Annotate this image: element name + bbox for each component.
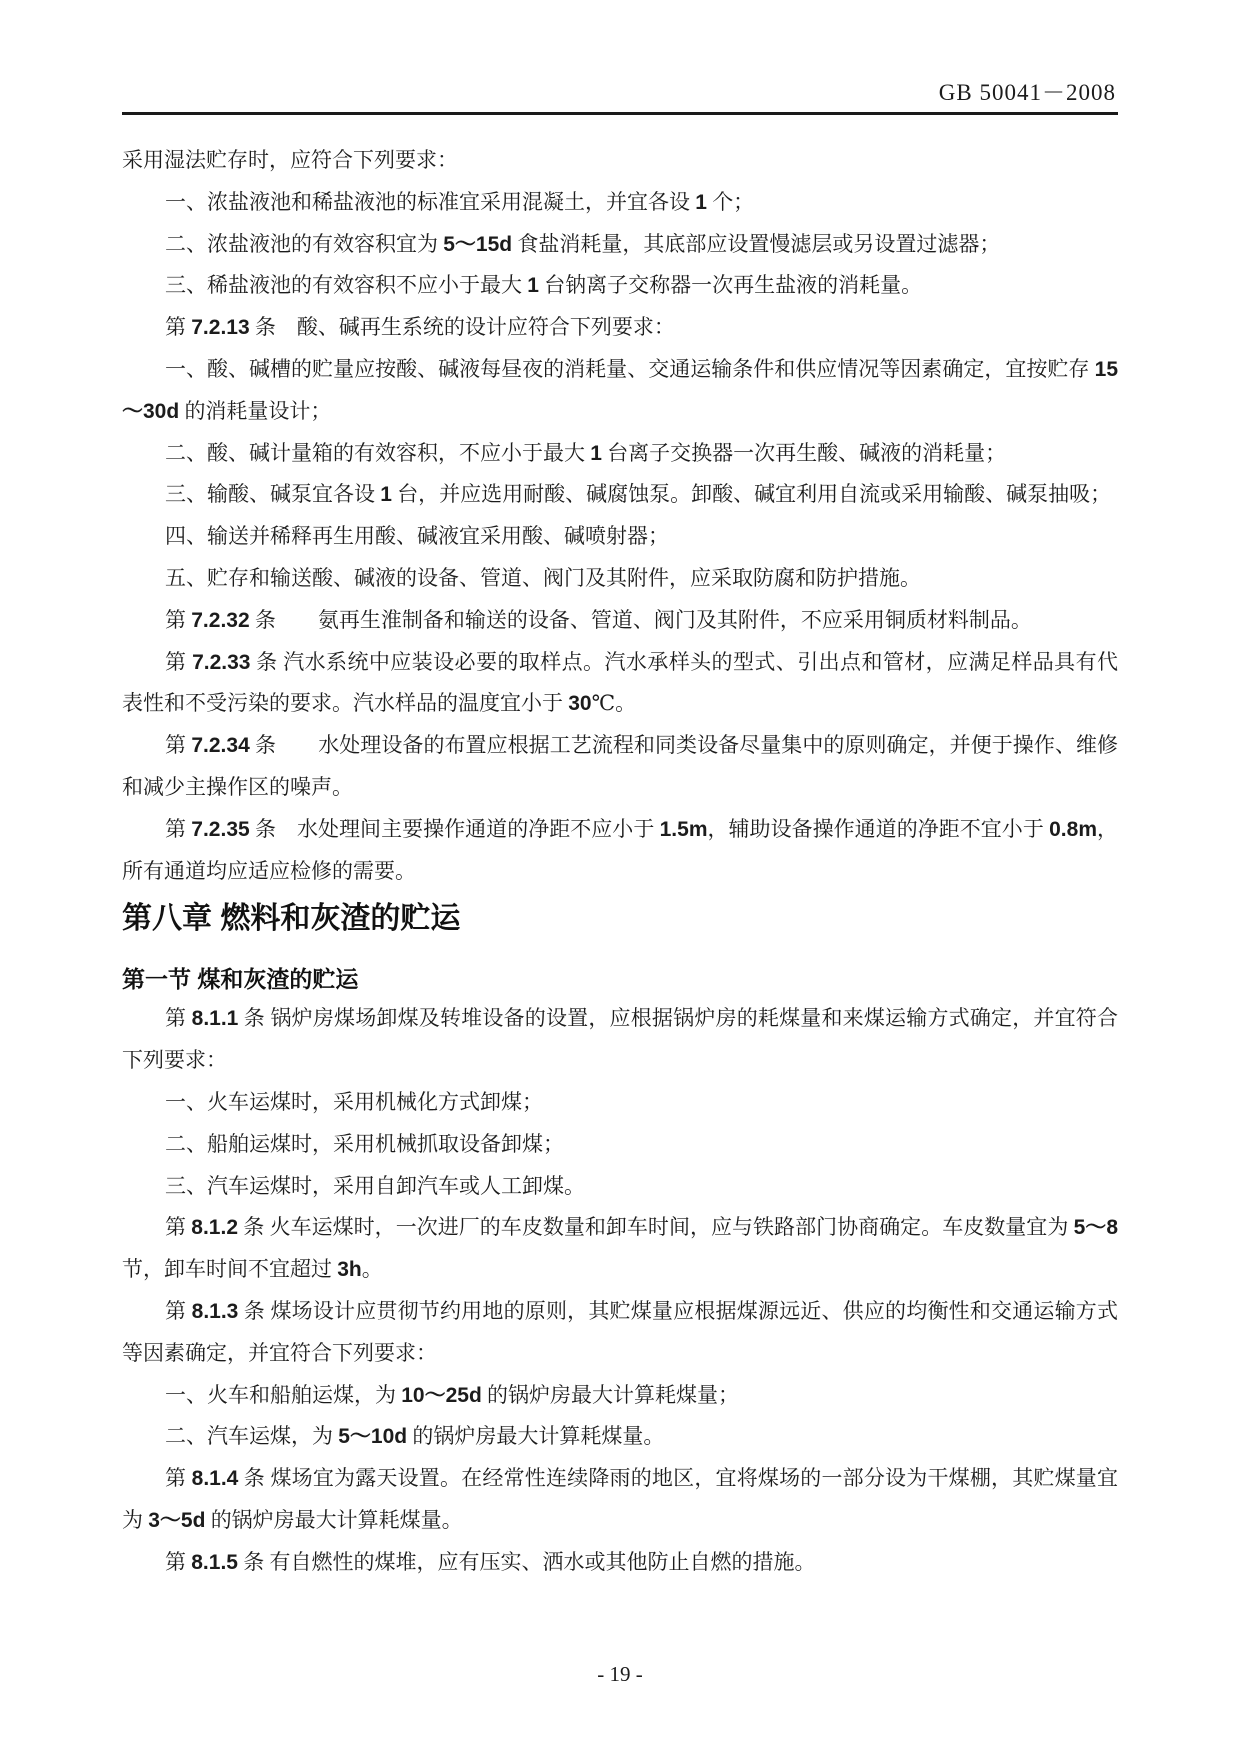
body-text: 条 煤场宜为露天设置。在经常性连续降雨的地区，宜将煤场的一部分设为干煤棚，其贮煤量宜为	[122, 1466, 1118, 1532]
body-text: 台钠离子交称器一次再生盐液的消耗量。	[538, 273, 923, 298]
numeric-text: 1	[527, 274, 539, 298]
paragraph	[122, 433, 1118, 475]
numeric-text: 8.1.4	[191, 1467, 239, 1491]
body-text: ，辅助设备操作通道的净距不宜小于	[707, 816, 1050, 841]
paragraph	[122, 558, 1118, 600]
paragraph	[122, 1542, 1118, 1584]
paragraph	[122, 516, 1118, 558]
body-text: 第	[165, 1298, 192, 1323]
page-number: - 19 -	[597, 1662, 643, 1686]
paragraph	[122, 1458, 1118, 1542]
body-text: 三、稀盐液池的有效容积不应小于最大	[165, 273, 528, 298]
body-text: 第	[165, 649, 193, 674]
paragraph	[122, 265, 1118, 307]
numeric-text: 7.2.35	[191, 817, 250, 841]
numeric-text: 1	[380, 483, 392, 507]
body-text: 四、输送并稀释再生用酸、碱液宜采用酸、碱喷射器；	[165, 524, 669, 549]
body-text: 的锅炉房最大计算耗煤量。	[205, 1507, 463, 1532]
numeric-text: 7.2.13	[191, 316, 250, 340]
numeric-text: 7.2.32	[191, 608, 250, 632]
body-text: 一、酸、碱槽的贮量应按酸、碱液每昼夜的消耗量、交通运输条件和供应情况等因素确定，宜按贮存	[165, 356, 1095, 381]
body-text: 第	[165, 733, 192, 758]
body-text: 二、船舶运煤时，采用机械抓取设备卸煤；	[165, 1131, 564, 1156]
body-text: 第	[165, 1215, 192, 1240]
body-text: 条 煤场设计应贯彻节约用地的原则，其贮煤量应根据煤源远近、供应的均衡性和交通运输方式等因素确定，并宜符合下列要求：	[122, 1298, 1118, 1365]
paragraph	[122, 1375, 1118, 1417]
paragraph	[122, 998, 1118, 1082]
body-text: 五、贮存和输送酸、碱液的设备、管道、阀门及其附件，应采取防腐和防护措施。	[165, 565, 921, 590]
header-rule	[122, 112, 1118, 115]
numeric-text: 8.1.2	[191, 1216, 239, 1240]
body-text: 条 锅炉房煤场卸煤及转堆设备的设置，应根据锅炉房的耗煤量和来煤运输方式确定，并宜符合下列要求：	[122, 1006, 1118, 1073]
body-text: 第	[165, 1549, 192, 1574]
body-text: 三、汽车运煤时，采用自卸汽车或人工卸煤。	[165, 1173, 585, 1198]
paragraph	[122, 474, 1118, 516]
paragraph	[122, 140, 1118, 182]
paragraph	[122, 642, 1118, 726]
numeric-text: 3～5d	[148, 1508, 206, 1532]
paragraph	[122, 182, 1118, 224]
numeric-text: 8.1.3	[191, 1299, 239, 1323]
body-text: ℃。	[591, 691, 637, 716]
paragraph	[122, 600, 1118, 642]
body-text: 台离子交换器一次再生酸、碱液的消耗量；	[601, 440, 1007, 465]
body-text: 的锅炉房最大计算耗煤量。	[407, 1424, 665, 1449]
numeric-text: 5～15d	[443, 232, 513, 256]
body-text: 条 汽水系统中应装设必要的取样点。汽水承样头的型式、引出点和管材，应满足样品具有代表性和不受污染的要求。汽水样品的温度宜小于	[122, 649, 1119, 716]
body-text: ，所有通道均应适应检修的需要。	[122, 816, 1119, 883]
paragraph	[122, 307, 1118, 349]
numeric-text: 7.2.33	[192, 650, 251, 674]
paragraph	[122, 809, 1118, 893]
numeric-text: 3h	[337, 1258, 362, 1282]
body-text: 三、输酸、碱泵宜各设	[165, 482, 381, 507]
body-text: 第	[165, 607, 192, 632]
body-text: 条 酸、碱再生系统的设计应符合下列要求：	[249, 315, 675, 340]
numeric-text: 0.8m	[1049, 817, 1097, 841]
numeric-text: 1.5m	[659, 817, 708, 841]
numeric-text: 1	[590, 441, 602, 465]
numeric-text: 15～30d	[122, 357, 1118, 423]
section-heading: 第一节 煤和灰渣的贮运	[122, 966, 359, 993]
body-text: 条 有自燃性的煤堆，应有压实、洒水或其他防止自燃的措施。	[237, 1549, 816, 1574]
paragraph	[122, 1124, 1118, 1166]
body-text: 台，并应选用耐酸、碱腐蚀泵。卸酸、碱宜利用自流或采用输酸、碱泵抽吸；	[391, 482, 1112, 507]
body-text: 条 水处理间主要操作通道的净距不应小于	[249, 816, 660, 841]
body-text: 的消耗量设计；	[179, 398, 332, 423]
body-text: 一、火车和船舶运煤，为	[165, 1382, 402, 1407]
body-text: 条 氨再生淮制备和输送的设备、管道、阀门及其附件，不应采用铜质材料制品。	[249, 607, 1032, 632]
chapter-heading: 第八章 燃料和灰渣的贮运	[122, 902, 461, 936]
paragraph	[122, 1291, 1118, 1375]
body-text: 一、火车运煤时，采用机械化方式卸煤；	[165, 1089, 543, 1114]
body-text: 采用湿法贮存时，应符合下列要求：	[122, 148, 458, 172]
numeric-text: 10～25d	[401, 1383, 482, 1407]
body-text: 第	[165, 1466, 192, 1491]
body-text: 食盐消耗量，其底部应设置慢滤层或另设置过滤器；	[512, 231, 1001, 256]
body-text: 的锅炉房最大计算耗煤量；	[481, 1382, 740, 1407]
body-text: 第	[165, 816, 192, 841]
body-text: 条 水处理设备的布置应根据工艺流程和同类设备尽量集中的原则确定，并便于操作、维修和减少主操作区的噪声。	[122, 733, 1119, 799]
body-text: 。	[361, 1257, 383, 1282]
body-text: 条 火车运煤时，一次进厂的车皮数量和卸车时间，应与铁路部门协商确定。车皮数量宜为	[238, 1215, 1074, 1240]
body-text: 第	[165, 1006, 192, 1031]
numeric-text: 8.1.5	[191, 1550, 238, 1574]
paragraph	[122, 224, 1118, 266]
header-doc-code: GB 50041－2008	[938, 80, 1116, 105]
paragraph	[122, 349, 1118, 433]
paragraph	[122, 1416, 1118, 1458]
body-text: 节，卸车时间不宜超过	[122, 1257, 338, 1282]
numeric-text: 7.2.34	[191, 734, 250, 758]
body-text: 一、浓盐液池和稀盐液池的标准宜采用混凝土，并宜各设	[165, 189, 696, 214]
numeric-text: 1	[695, 190, 707, 214]
numeric-text: 8.1.1	[191, 1007, 239, 1031]
numeric-text: 5～10d	[338, 1425, 408, 1449]
paragraph	[122, 1082, 1118, 1124]
body-text: 个；	[706, 189, 755, 214]
body-text: 第	[165, 315, 192, 340]
paragraph	[122, 725, 1118, 809]
paragraph	[122, 1207, 1118, 1291]
numeric-text: 5～8	[1073, 1216, 1119, 1240]
body-text: 二、汽车运煤，为	[165, 1424, 339, 1449]
numeric-text: 30	[568, 692, 592, 716]
body-text: 二、酸、碱计量箱的有效容积，不应小于最大	[165, 440, 591, 465]
document-body	[122, 140, 1118, 1584]
body-text: 二、浓盐液池的有效容积宜为	[165, 231, 444, 256]
paragraph	[122, 1166, 1118, 1208]
